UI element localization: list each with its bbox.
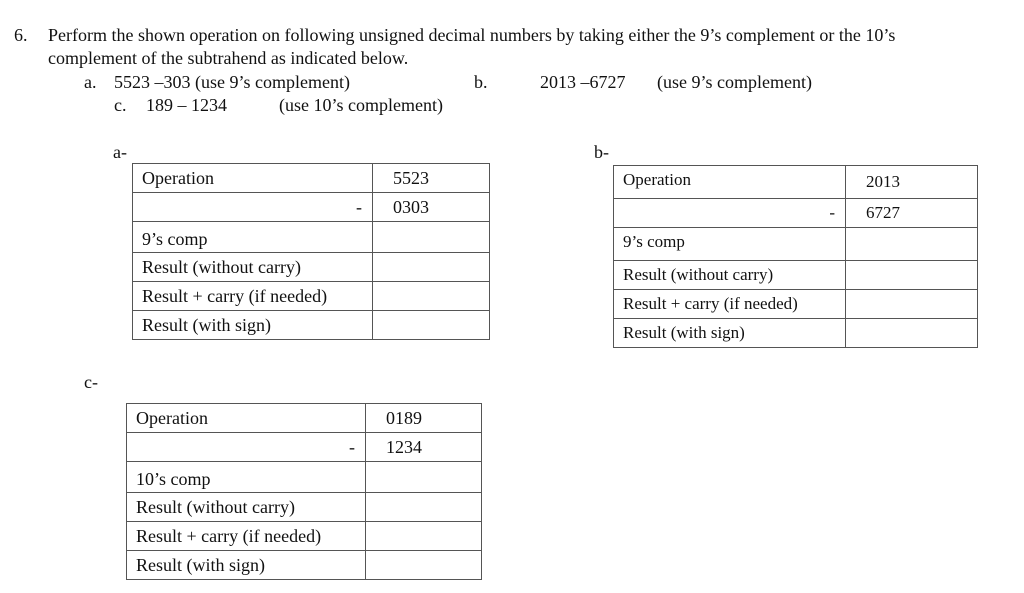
table-row <box>127 462 482 493</box>
answer-cell[interactable] <box>373 222 490 253</box>
operation-header: Operation <box>133 164 373 193</box>
table-row <box>127 493 482 522</box>
question-text-line2: complement of the subtrahend as indicated below. <box>48 48 409 68</box>
table-a-label: a- <box>113 142 127 162</box>
table-b-label: b- <box>594 142 609 162</box>
table-row <box>614 228 978 261</box>
table-row <box>127 551 482 580</box>
table-row <box>133 164 490 193</box>
question-text-line1: Perform the shown operation on following unsigned decimal numbers by taking either the 9’s complement or the 10’s <box>48 25 896 45</box>
subtrahend-value: 6727 <box>846 199 978 228</box>
part-b-note: (use 9’s complement) <box>657 72 812 92</box>
table-b <box>613 165 978 348</box>
answer-cell[interactable] <box>366 522 482 551</box>
row-label: 10’s comp <box>127 462 366 493</box>
table-row <box>614 261 978 290</box>
minus-sign: - <box>133 193 373 222</box>
table-c-label: c- <box>84 372 98 392</box>
table-row <box>133 193 490 222</box>
answer-cell[interactable] <box>366 493 482 522</box>
answer-cell[interactable] <box>373 311 490 340</box>
answer-cell[interactable] <box>373 253 490 282</box>
row-label: 9’s comp <box>614 228 846 261</box>
table-row <box>614 319 978 348</box>
table-row <box>133 222 490 253</box>
row-label: Result (without carry) <box>127 493 366 522</box>
minus-sign: - <box>614 199 846 228</box>
row-label: 9’s comp <box>133 222 373 253</box>
minus-sign: - <box>127 433 366 462</box>
table-row <box>133 282 490 311</box>
row-label: Result (without carry) <box>614 261 846 290</box>
part-c-label: c. <box>114 95 127 115</box>
table-row <box>614 290 978 319</box>
part-a-expression: 5523 –303 (use 9’s complement) <box>114 72 350 92</box>
part-a-label: a. <box>84 72 97 92</box>
table-row <box>127 404 482 433</box>
table-row <box>133 311 490 340</box>
table-c <box>126 403 482 580</box>
part-b-label: b. <box>474 72 488 92</box>
answer-cell[interactable] <box>846 319 978 348</box>
operation-header: Operation <box>614 166 846 199</box>
row-label: Result (with sign) <box>127 551 366 580</box>
table-row <box>127 433 482 462</box>
answer-cell[interactable] <box>373 282 490 311</box>
subtrahend-value: 1234 <box>366 433 482 462</box>
minuend-value: 0189 <box>366 404 482 433</box>
answer-cell[interactable] <box>366 462 482 493</box>
part-c-note: (use 10’s complement) <box>279 95 443 115</box>
minuend-value: 5523 <box>373 164 490 193</box>
operation-header: Operation <box>127 404 366 433</box>
row-label: Result + carry (if needed) <box>127 522 366 551</box>
minuend-value: 2013 <box>846 166 978 199</box>
table-row <box>133 253 490 282</box>
answer-cell[interactable] <box>846 290 978 319</box>
table-row <box>614 166 978 199</box>
question-number: 6. <box>14 25 28 45</box>
row-label: Result + carry (if needed) <box>133 282 373 311</box>
table-row <box>127 522 482 551</box>
row-label: Result (with sign) <box>614 319 846 348</box>
row-label: Result + carry (if needed) <box>614 290 846 319</box>
table-row <box>614 199 978 228</box>
answer-cell[interactable] <box>366 551 482 580</box>
subtrahend-value: 0303 <box>373 193 490 222</box>
answer-cell[interactable] <box>846 228 978 261</box>
row-label: Result (without carry) <box>133 253 373 282</box>
answer-cell[interactable] <box>846 261 978 290</box>
part-b-expression: 2013 –6727 <box>540 72 626 92</box>
table-a <box>132 163 490 340</box>
part-c-expression: 189 – 1234 <box>146 95 227 115</box>
row-label: Result (with sign) <box>133 311 373 340</box>
